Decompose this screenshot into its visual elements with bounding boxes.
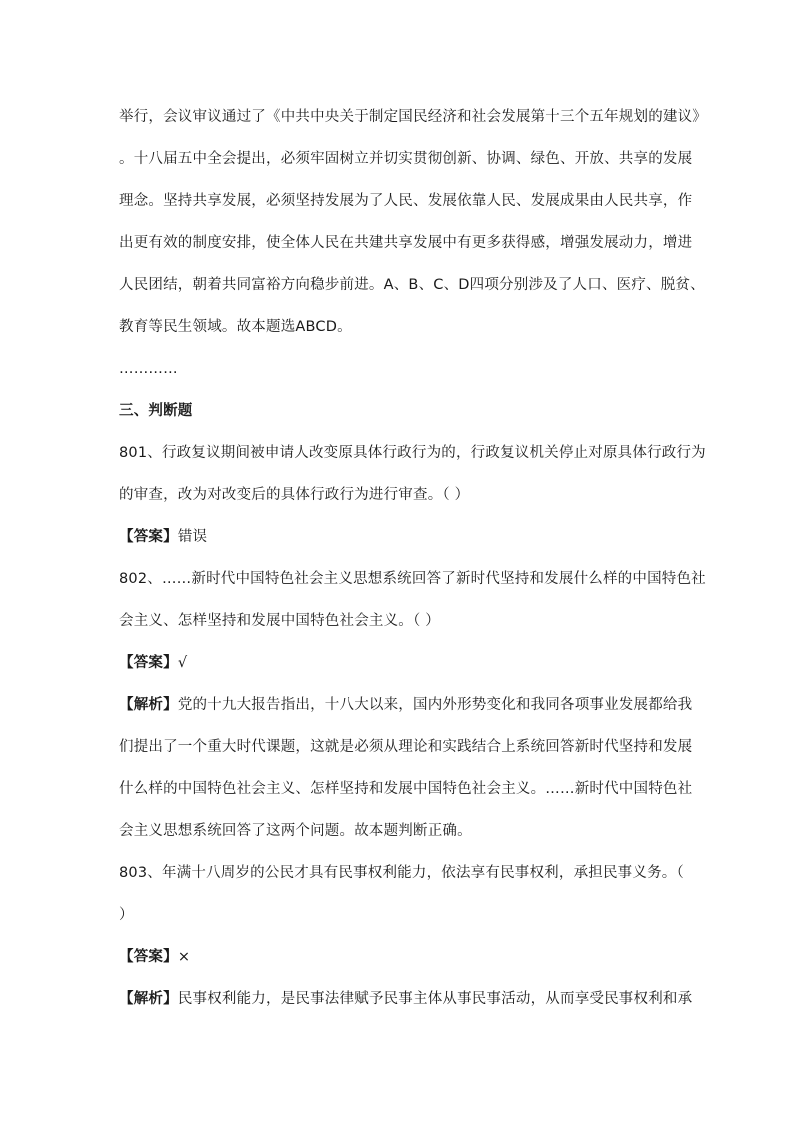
q802-answer-label: 【答案】	[119, 655, 178, 671]
q801-answer-label: 【答案】	[119, 529, 178, 545]
q803-line-2: ）	[119, 907, 134, 923]
intro-line-6: 教育等民生领域。故本题选ABCD。	[119, 319, 352, 335]
intro-line-3: 理念。坚持共享发展，必须坚持发展为了人民、发展依靠人民、发展成果由人民共享，作	[119, 193, 693, 209]
intro-line-1: 举行，会议审议通过了《中共中央关于制定国民经济和社会发展第十三个五年规划的建议》	[119, 109, 707, 125]
q803-answer-label: 【答案】	[119, 949, 178, 965]
intro-line-2: 。十八届五中全会提出，必须牢固树立并切实贯彻创新、协调、绿色、开放、共享的发展	[119, 151, 693, 167]
q802-analysis-line-2: 们提出了一个重大时代课题，这就是必须从理论和实践结合上系统回答新时代坚持和发展	[119, 739, 693, 755]
q801-answer	[119, 516, 679, 558]
q803-analysis-line-1	[119, 978, 693, 1020]
q802-analysis-label: 【解析】	[119, 697, 178, 713]
q801-answer-value: 错误	[177, 529, 208, 545]
intro-line-4: 出更有效的制度安排，使全体人民在共建共享发展中有更多获得感，增强发展动力，增进	[119, 235, 693, 251]
q802-line-2: 会主义、怎样坚持和发展中国特色社会主义。（ ）	[119, 613, 440, 629]
q801-line-2: 的审查，改为对改变后的具体行政行为进行审查。（ ）	[119, 487, 470, 503]
q803-analysis-label: 【解析】	[119, 991, 178, 1007]
q803-analysis-text-1: 民事权利能力，是民事法律赋予民事主体从事民事活动，从而享受民事权利和承	[177, 991, 693, 1007]
q802-answer	[119, 642, 679, 684]
q802-answer-value: √	[177, 655, 188, 671]
section-title: 三、判断题	[119, 403, 193, 419]
q802-line-1: 802、……新时代中国特色社会主义思想系统回答了新时代坚持和发展什么样的中国特色社	[119, 571, 706, 587]
ellipsis-separator: …………	[119, 361, 178, 377]
q803-answer	[119, 936, 679, 978]
q802-analysis-line-3: 什么样的中国特色社会主义、怎样坚持和发展中国特色社会主义。……新时代中国特色社	[119, 781, 693, 797]
q802-analysis-text-1: 党的十九大报告指出，十八大以来，国内外形势变化和我同各项事业发展都给我	[177, 697, 693, 713]
q803-answer-value: ×	[177, 949, 191, 965]
q801-line-1: 801、行政复议期间被申请人改变原具体行政行为的，行政复议机关停止对原具体行政行为	[119, 445, 706, 461]
q802-analysis-line-1	[119, 684, 693, 726]
q803-line-1: 803、年满十八周岁的公民才具有民事权利能力，依法享有民事权利，承担民事义务。（	[119, 865, 684, 881]
intro-line-5: 人民团结，朝着共同富裕方向稳步前进。A、B、C、D四项分别涉及了人口、医疗、脱贫、	[119, 277, 705, 293]
document-page	[119, 96, 707, 1020]
q802-analysis-line-4: 会主义思想系统回答了这两个问题。故本题判断正确。	[119, 823, 472, 839]
